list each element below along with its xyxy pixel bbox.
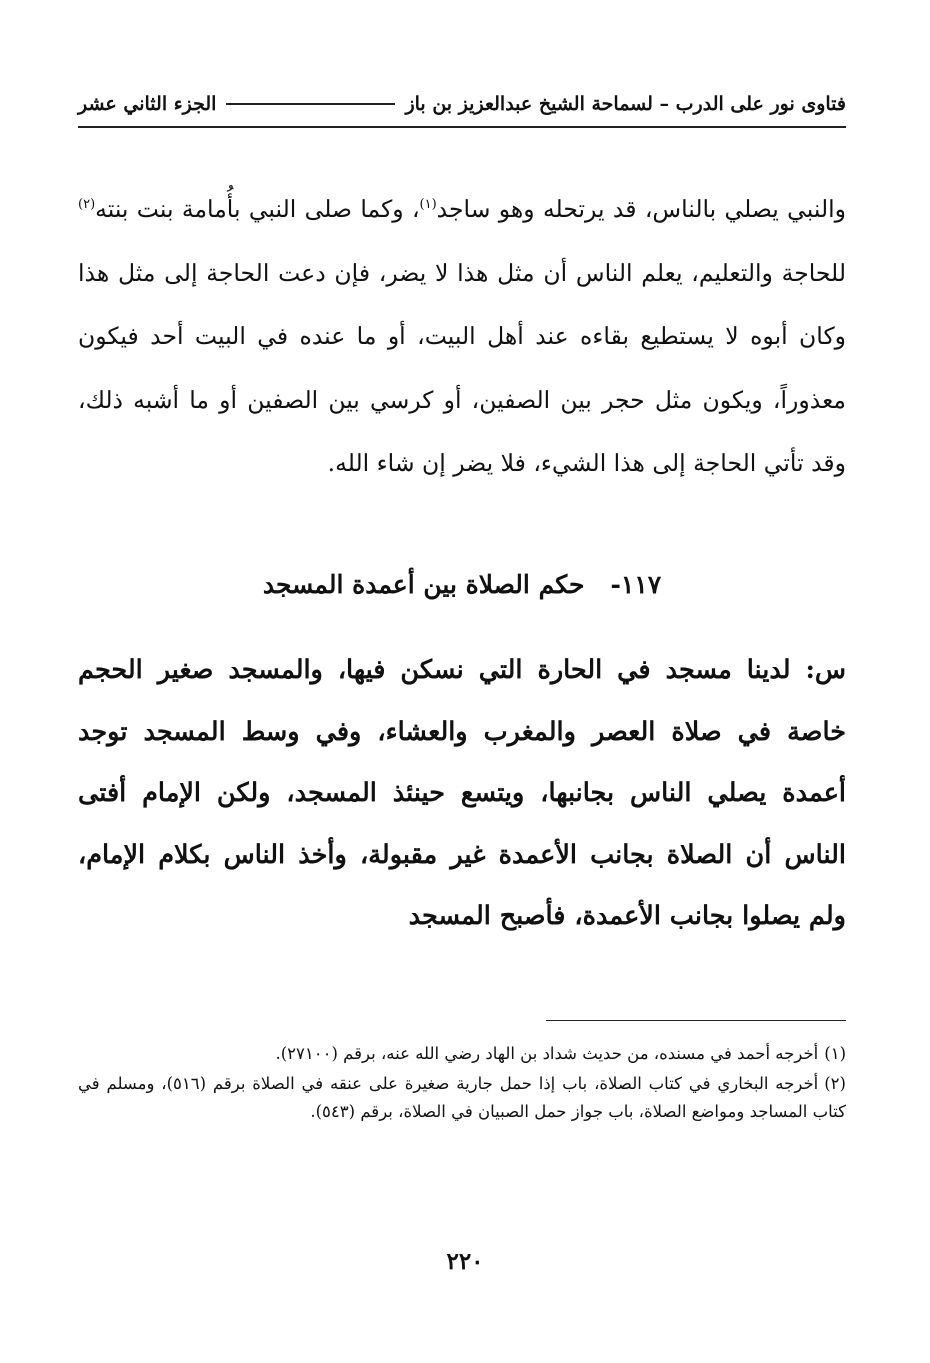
running-header (78, 88, 846, 120)
footnote-text: أخرجه أحمد في مسنده، من حديث شداد بن الهاد رضي الله عنه، برقم (٢٧١٠٠). (275, 1044, 819, 1063)
footnote-text: أخرجه البخاري في كتاب الصلاة، باب إذا حمل جارية صغيرة على عنقه في الصلاة برقم (٥١٦)، ومسلم في كتاب المساجد ومواضع الصلاة، باب جواز حمل الصبيان في الصلاة، برقم (٥٤٣). (78, 1074, 846, 1121)
header-dash (226, 103, 395, 105)
body-paragraph (78, 178, 846, 496)
page-number: ٢٢٠ (446, 1248, 484, 1275)
footnotes (78, 1040, 846, 1128)
section-number: ١١٧- (610, 570, 662, 599)
section-title: حكم الصلاة بين أعمدة المسجد (262, 570, 585, 599)
footnote-number: (٢) (824, 1074, 846, 1093)
question-text: س: لدينا مسجد في الحارة التي نسكن فيها، والمسجد صغير الحجم خاصة في صلاة العصر والمغرب والعشاء، وفي وسط المسجد توجد أعمدة يصلي الناس بجانبها، ويتسع حينئذ المسجد، ولكن الإمام أفتى الناس أن الصلاة بجانب الأعمدة غير مقبولة، وأخذ الناس بكلام الإمام، ولم يصلوا بجانب الأعمدة، فأصبح المسجد (78, 655, 846, 931)
body-text-part-1: والنبي يصلي بالناس، قد يرتحله وهو ساجد (436, 195, 846, 223)
footnote-rule (546, 1020, 846, 1021)
series-title: فتاوى نور على الدرب – لسماحة الشيخ عبدالعزيز بن باز (405, 93, 846, 115)
footnote-number: (١) (824, 1044, 846, 1063)
part-label: الجزء الثاني عشر (78, 93, 217, 115)
footnote-2 (78, 1070, 846, 1126)
footnote-ref-1[interactable]: (١) (419, 197, 437, 213)
section-heading (78, 570, 846, 599)
footnote-1 (78, 1040, 846, 1068)
footnote-ref-2[interactable]: (٢) (78, 197, 96, 213)
body-text-part-3: للحاجة والتعليم، يعلم الناس أن مثل هذا لا يضر، فإن دعت الحاجة إلى مثل هذا وكان أبوه لا يستطيع بقاءه عند أهل البيت، أو ما عنده في البيت أحد فيكون معذوراً، ويكون مثل حجر بين الصفين، أو كرسي بين الصفين أو ما أشبه ذلك، وقد تأتي الحاجة إلى هذا الشيء، فلا يضر إن شاء الله. (78, 258, 846, 478)
body-text-part-2: ، وكما صلى النبي بأُمامة بنت بنته (95, 195, 420, 223)
header-rule (78, 126, 846, 128)
